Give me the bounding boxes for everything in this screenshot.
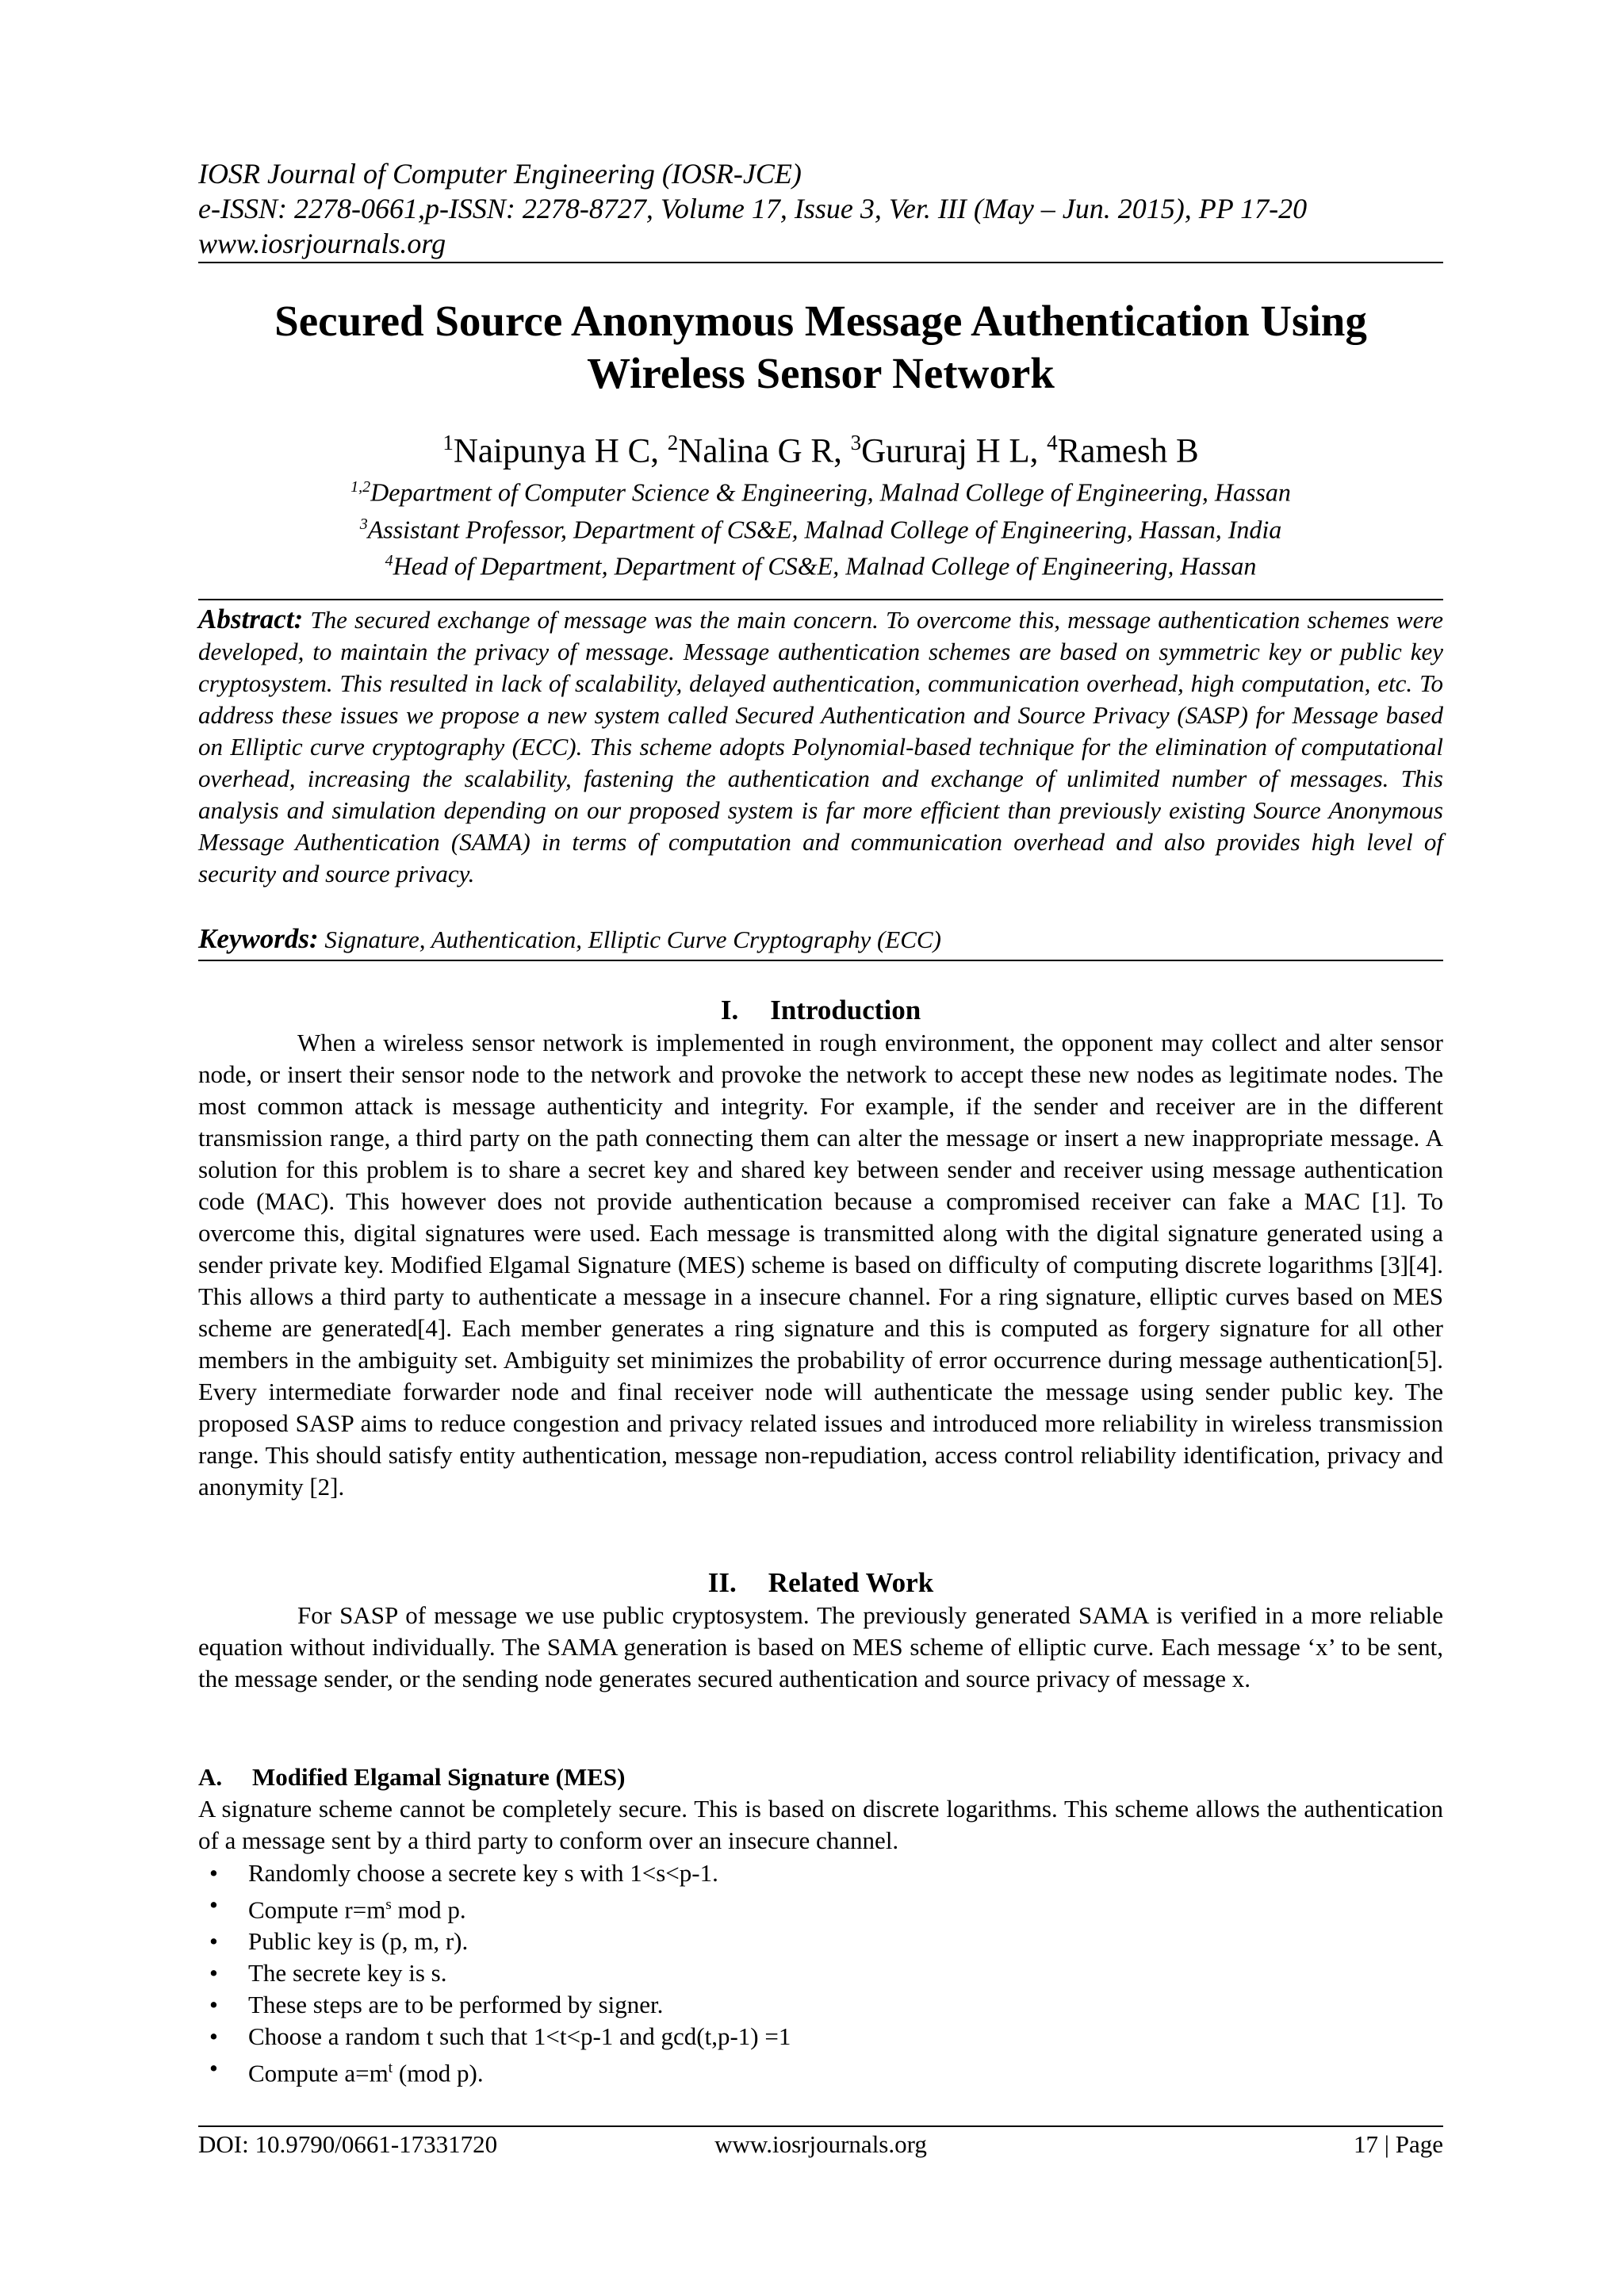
list-item: [198, 1926, 1443, 1957]
section-2-title: Related Work: [768, 1567, 934, 1598]
affiliation-3: [198, 545, 1443, 582]
affiliation-2-text: Assistant Professor, Department of CS&E, Malnad College of Engineering, Hassan, India: [367, 515, 1282, 544]
footer-page-number: 17 | Page: [1354, 2130, 1443, 2158]
bullet-icon: •: [209, 1891, 218, 1918]
list-item-text: Compute r=m: [248, 1895, 386, 1924]
bullet-icon: •: [209, 1959, 218, 1987]
affiliation-1-sup: 1,2: [350, 478, 371, 496]
bullet-icon: •: [209, 1859, 218, 1887]
list-item: [198, 2053, 1443, 2089]
abstract-top-rule: [198, 599, 1443, 600]
exponent: t: [388, 2060, 393, 2077]
journal-name: IOSR Journal of Computer Engineering (IOSR-JCE): [198, 158, 802, 190]
journal-issn: e-ISSN: 2278-0661,p-ISSN: 2278-8727, Volume 17, Issue 3, Ver. III (May – Jun. 2015), PP 17-20: [198, 193, 1308, 224]
section-1-heading: [198, 994, 1443, 1027]
subsection-a-number: A.: [198, 1763, 223, 1791]
list-item-text: These steps are to be performed by signer.: [248, 1991, 664, 2019]
affiliation-3-text: Head of Department, Department of CS&E, Malnad College of Engineering, Hassan: [393, 551, 1257, 581]
author-4-name: Ramesh B: [1057, 432, 1199, 470]
affiliation-2-sup: 3: [359, 515, 368, 533]
keywords: [198, 923, 1443, 956]
affiliations: [198, 471, 1443, 582]
abstract-label: Abstract:: [198, 604, 304, 634]
bullet-icon: •: [209, 1991, 218, 2019]
author-1-name: Naipunya H C,: [453, 432, 660, 470]
list-item: [198, 2021, 1443, 2053]
journal-website[interactable]: www.iosrjournals.org: [198, 228, 446, 259]
section-1-title: Introduction: [770, 995, 921, 1025]
section-1-number: I.: [720, 995, 739, 1025]
journal-header: [198, 156, 1443, 261]
bullet-icon: •: [209, 1927, 218, 1956]
author-4-sup: 4: [1047, 431, 1058, 454]
subsection-a-title: Modified Elgamal Signature (MES): [252, 1763, 626, 1791]
footer-website[interactable]: www.iosrjournals.org: [714, 2130, 927, 2158]
list-item-text: Randomly choose a secrete key s with 1<s<p-1.: [248, 1859, 718, 1887]
header-rule: [198, 262, 1443, 263]
section-2-heading: [198, 1566, 1443, 1600]
list-item-text: mod p.: [391, 1895, 466, 1924]
list-item-text: Choose a random t such that 1<t<p-1 and gcd(t,p-1) =1: [248, 2022, 791, 2051]
keywords-text: Signature, Authentication, Elliptic Curve Cryptography (ECC): [324, 926, 941, 953]
footer-doi: DOI: 10.9790/0661-17331720: [198, 2130, 498, 2158]
author-1-sup: 1: [442, 431, 454, 454]
list-item: [198, 1857, 1443, 1889]
list-item: [198, 1989, 1443, 2021]
bullet-icon: •: [209, 2054, 218, 2083]
footer-rule: [198, 2125, 1443, 2127]
list-item: [198, 1889, 1443, 1926]
affiliation-2: [198, 508, 1443, 546]
paper-title: [198, 295, 1443, 400]
subsection-a-paragraph: A signature scheme cannot be completely secure. This is based on discrete logarithms. This scheme allows the authentication of a message sent by a third party to conform over an insecure channel.: [198, 1795, 1443, 1854]
section-2-paragraph: For SASP of message we use public cryptosystem. The previously generated SAMA is verified in a more reliable equation without individually. The SAMA generation is based on MES scheme of elliptic curve. Each message ‘x’ to be sent, the message sender, or the sending node generates secured authentication and source privacy of message x.: [198, 1601, 1443, 1692]
list-item: [198, 1957, 1443, 1989]
bullet-icon: •: [209, 2022, 218, 2051]
section-2-number: II.: [707, 1567, 737, 1598]
author-2-sup: 2: [667, 431, 679, 454]
list-item-text: (mod p).: [393, 2059, 484, 2087]
abstract: [198, 604, 1443, 890]
affiliation-1-text: Department of Computer Science & Engineering, Malnad College of Engineering, Hassan: [370, 477, 1291, 507]
author-3-sup: 3: [850, 431, 862, 454]
author-2-name: Nalina G R,: [678, 432, 842, 470]
abstract-bottom-rule: [198, 960, 1443, 961]
title-line-2: Wireless Sensor Network: [587, 349, 1055, 397]
subsection-a-heading: [198, 1761, 1443, 1793]
exponent: s: [385, 1896, 392, 1913]
affiliation-1: [198, 471, 1443, 508]
list-item-text: The secrete key is s.: [248, 1959, 447, 1987]
list-item-text: Compute a=m: [248, 2059, 389, 2087]
mes-steps-list: [198, 1857, 1443, 2090]
author-list: [198, 422, 1443, 472]
title-line-1: Secured Source Anonymous Message Authentication Using: [274, 297, 1367, 345]
abstract-text: The secured exchange of message was the main concern. To overcome this, message authentication schemes were developed, to maintain the privacy of message. Message authentication schemes are based on symmetric key or public key cryptosystem. This resulted in lack of scalability, delayed authentication, communication overhead, high computation, etc. To address these issues we propose a new system called Secured Authentication and Source Privacy (SASP) for Message based on Elliptic curve cryptography (ECC). This scheme adopts Polynomial-based technique for the elimination of computational overhead, increasing the scalability, fastening the authentication and exchange of unlimited number of messages. This analysis and simulation depending on our proposed system is far more efficient than previously existing Source Anonymous Message Authentication (SAMA) in terms of computation and communication overhead and also provides high level of security and source privacy.: [198, 606, 1444, 887]
keywords-label: Keywords:: [198, 923, 319, 954]
section-1-paragraph: When a wireless sensor network is implemented in rough environment, the opponent may collect and alter sensor node, or insert their sensor node to the network and provoke the network to accept these new nodes as legitimate nodes. The most common attack is message authenticity and integrity. For example, if the sender and receiver are in the different transmission range, a third party on the path connecting them can alter the message or insert a new inappropriate message. A solution for this problem is to share a secret key and shared key between sender and receiver using message authentication code (MAC). This however does not provide authentication because a compromised receiver can fake a MAC [1]. To overcome this, digital signatures were used. Each message is transmitted along with the digital signature generated using a sender private key. Modified Elgamal Signature (MES) scheme is based on difficulty of computing discrete logarithms [3][4]. This allows a third party to authenticate a message in a insecure channel. For a ring signature, elliptic curves based on MES scheme are generated[4]. Each member generates a ring signature and this is computed as forgery signature for all other members in the ambiguity set. Ambiguity set minimizes the probability of error occurrence during message authentication[5]. Every intermediate forwarder node and final receiver node will authenticate the message using sender public key. The proposed SASP aims to reduce congestion and privacy related issues and introduced more reliability in wireless transmission range. This should satisfy entity authentication, message non-repudiation, access control reliability identification, privacy and anonymity [2].: [198, 1029, 1443, 1501]
list-item-text: Public key is (p, m, r).: [248, 1927, 469, 1956]
affiliation-3-sup: 4: [385, 552, 393, 570]
author-3-name: Gururaj H L,: [861, 432, 1039, 470]
